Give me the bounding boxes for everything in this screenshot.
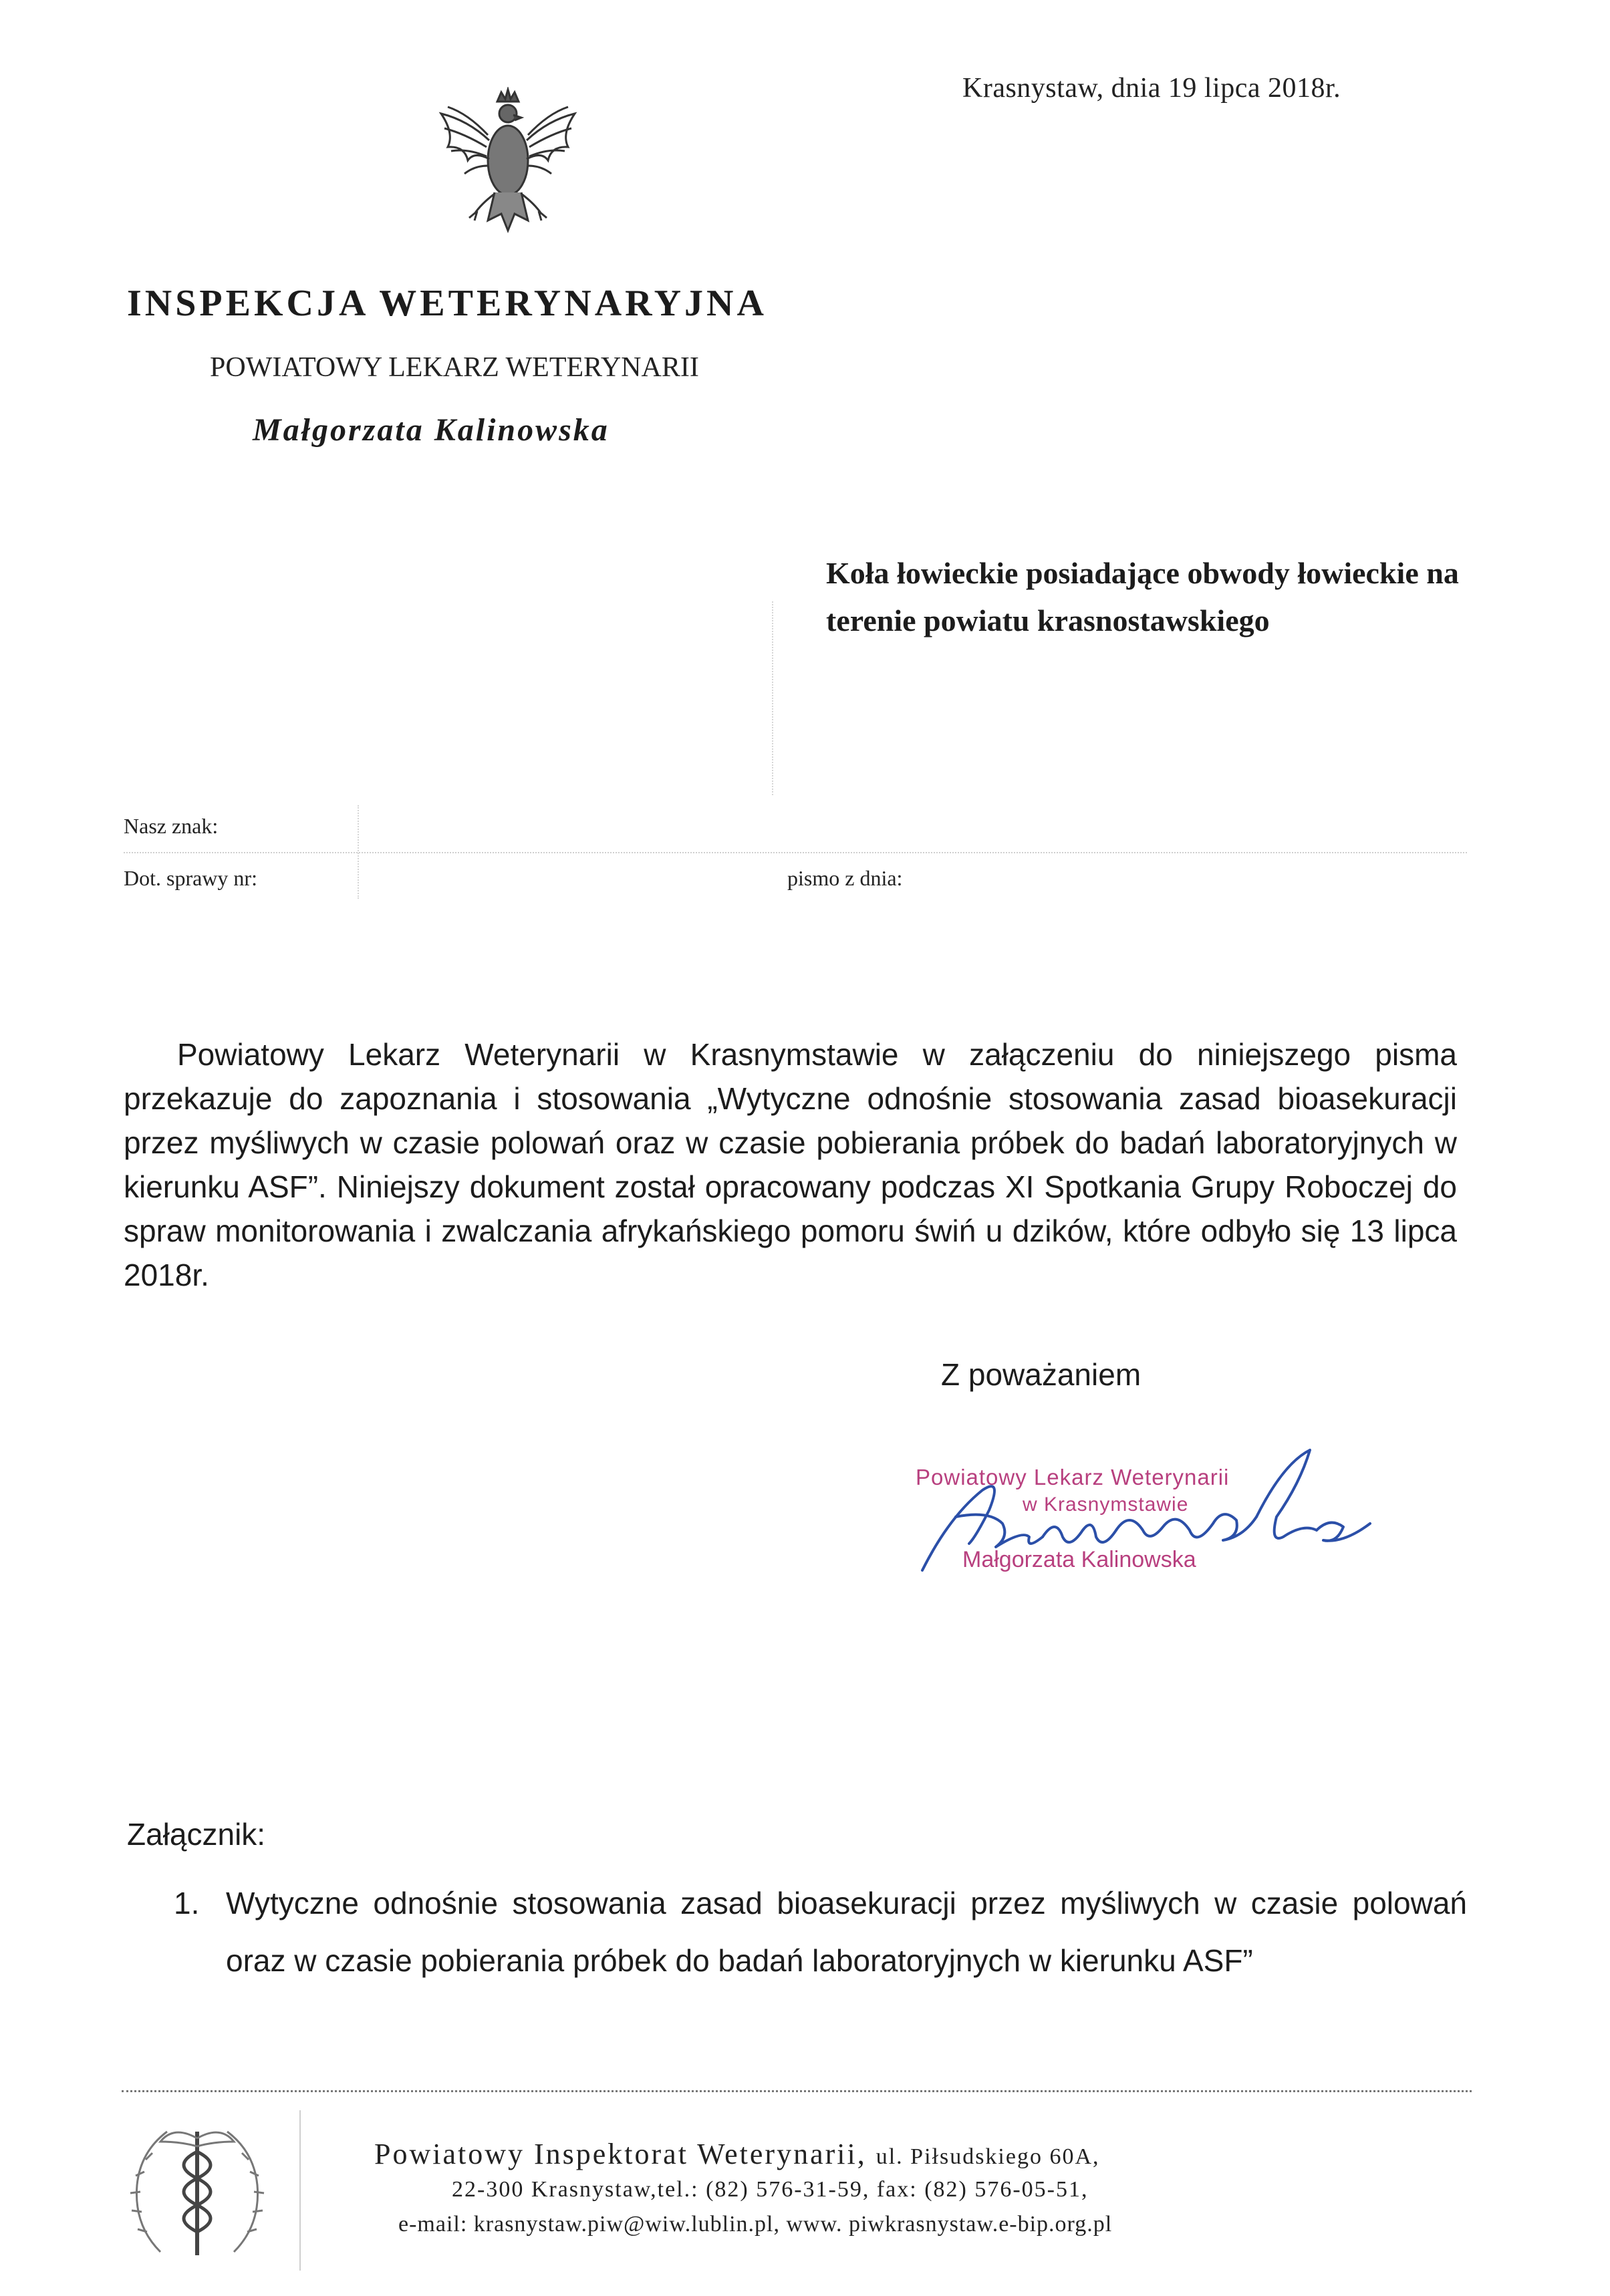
footer-contact-web: e-mail: krasnystaw.piw@wiw.lublin.pl, www. piwkrasnystaw.e-bip.org.pl (398, 2212, 1113, 2237)
footer-organization (374, 2137, 1100, 2171)
organization-subtitle: POWIATOWY LEKARZ WETERYNARII (210, 352, 699, 383)
letter-body: Powiatowy Lekarz Weterynarii w Krasnymstawie w załączeniu do niniejszego pisma przekazuje do zapoznania i stosowania „Wytyczne odnośnie stosowania zasad bioasekuracji przez myśliwych w czasie polowań oraz w czasie pobierania próbek do badań laboratoryjnych w kierunku ASF”. Niniejszy dokument został opracowany podczas XI Spotkania Grupy Roboczej do spraw monitorowania i zwalczania afrykańskiego pomoru świń u dzików, które odbyło się 13 lipca 2018r. (124, 1037, 1457, 1292)
caduceus-logo-icon (120, 2112, 274, 2269)
recipient-address: Koła łowieckie posiadające obwody łowieckie na terenie powiatu krasnostawskiego (826, 556, 1459, 637)
letter-date-label: pismo z dnia: (787, 866, 903, 890)
our-sign-label: Nasz znak: (124, 814, 219, 838)
organization-title: INSPEKCJA WETERYNARYJNA (127, 283, 767, 324)
footer-contact-phone: 22-300 Krasnystaw,tel.: (82) 576-31-59, fax: (82) 576-05-51, (452, 2177, 1089, 2202)
handwritten-signature (909, 1437, 1377, 1590)
case-number-label: Dot. sprawy nr: (124, 866, 257, 890)
attachment-number: 1. (174, 1886, 200, 1920)
stamp-location: w Krasnymstawie (1023, 1493, 1189, 1516)
letter-date: Krasnystaw, dnia 19 lipca 2018r. (962, 73, 1341, 104)
footer-street: ul. Piłsudskiego 60A, (876, 2144, 1100, 2169)
stamp-title: Powiatowy Lekarz Weterynarii (916, 1465, 1230, 1489)
closing-salutation: Z poważaniem (941, 1357, 1142, 1392)
reference-divider (772, 601, 773, 795)
footer-org-name: Powiatowy Inspektorat Weterynarii, (374, 2138, 867, 2170)
reference-line (124, 852, 1467, 853)
attachment-item (174, 1874, 1467, 1989)
stamp-name: Małgorzata Kalinowska (962, 1547, 1196, 1572)
attachment-label: Załącznik: (127, 1817, 266, 1852)
official-name: Małgorzata Kalinowska (253, 412, 610, 448)
footer-separator (299, 2110, 301, 2271)
attachment-text: Wytyczne odnośnie stosowania zasad bioasekuracji przez myśliwych w czasie polowań oraz w czasie pobierania próbek do badań laboratoryjnych w kierunku ASF” (226, 1886, 1467, 1978)
polish-eagle-emblem-icon (428, 87, 588, 254)
footer-divider (122, 2090, 1472, 2092)
